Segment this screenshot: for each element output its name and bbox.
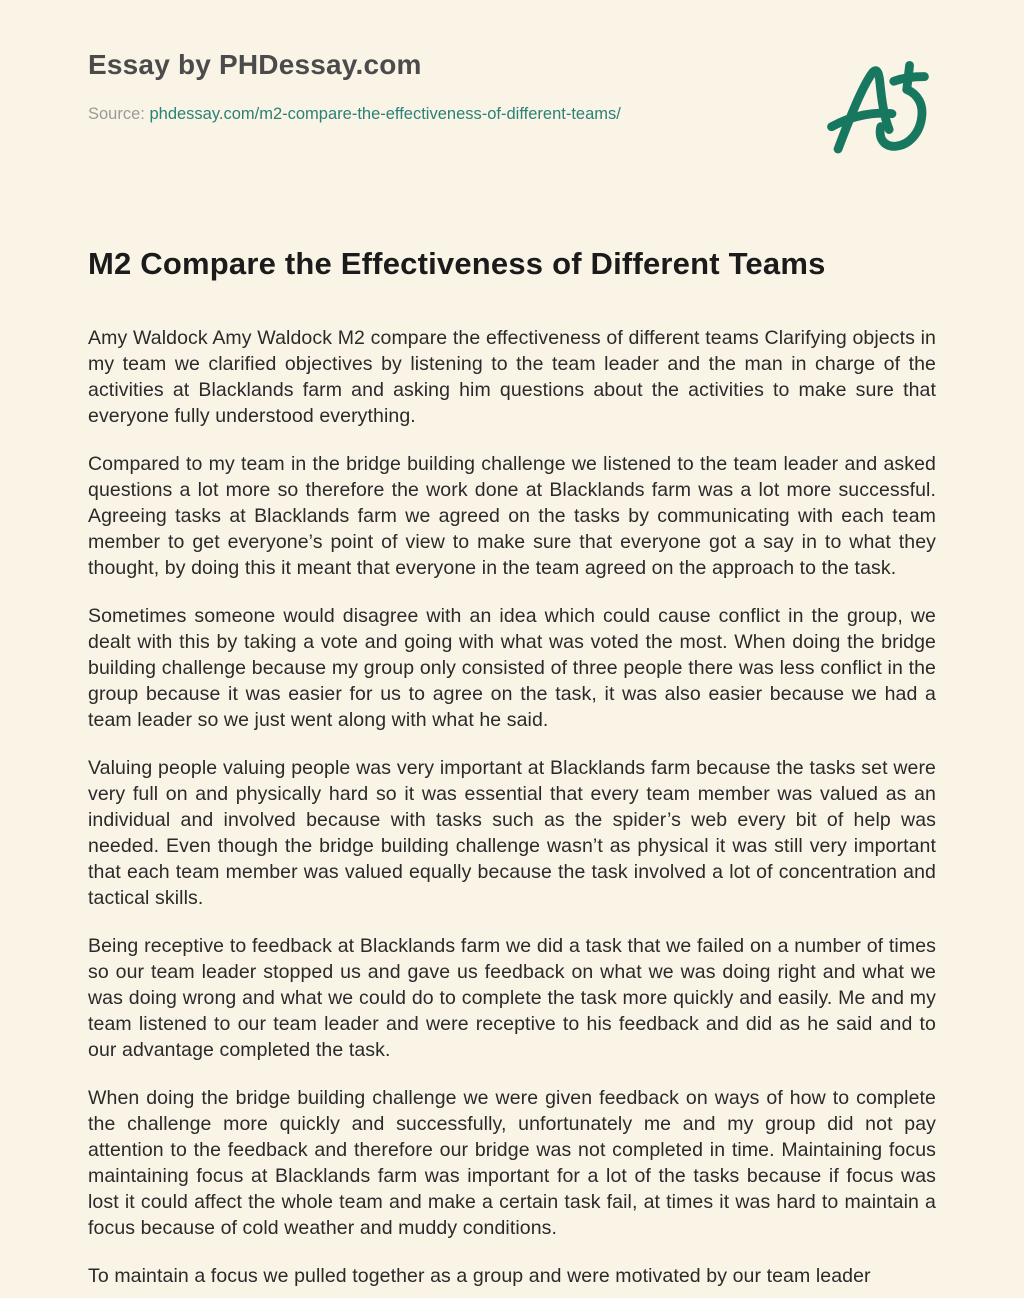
source-line xyxy=(88,105,621,124)
source-link[interactable]: phdessay.com/m2-compare-the-effectiveness-of-different-teams/ xyxy=(149,104,621,123)
essay-paragraph: Compared to my team in the bridge building challenge we listened to the team leader and asked questions a lot more so therefore the work done at Blacklands farm was a lot more successful. Agreeing tasks at Blacklands farm we agreed on the tasks by communicating with each team member to get everyone’s point of view to make sure that everyone got a say in to what they thought, by doing this it meant that everyone in the team agreed on the approach to the task. xyxy=(88,452,936,579)
page-header xyxy=(88,48,936,173)
essay-body xyxy=(88,325,936,1289)
essay-paragraph: Valuing people valuing people was very important at Blacklands farm because the tasks set were very full on and physically hard so it was essential that every team member was valued as an individual and involved because with tasks such as the spider’s web every bit of help was needed. Even though the bridge building challenge wasn’t as physical it was still very important that each team member was valued equally because the task involved a lot of concentration and tactical skills. xyxy=(88,756,936,909)
a-plus-logo-icon xyxy=(826,52,930,173)
essay-title: M2 Compare the Effectiveness of Different Teams xyxy=(88,246,826,281)
source-label: Source: xyxy=(88,104,145,123)
header-text-block xyxy=(88,48,621,124)
essay-paragraph: Sometimes someone would disagree with an idea which could cause conflict in the group, we dealt with this by taking a vote and going with what was voted the most. When doing the bridge building challenge because my group only consisted of three people there was less conflict in the group because it was easier for us to agree on the task, it was also easier because we had a team leader so we just went along with what he said. xyxy=(88,604,936,731)
essay-paragraph: To maintain a focus we pulled together as a group and were motivated by our team leader xyxy=(88,1264,871,1287)
essay-paragraph: When doing the bridge building challenge we were given feedback on ways of how to complete the challenge more quickly and successfully, unfortunately me and my group did not pay attention to the feedback and therefore our bridge was not completed in time. Maintaining focus maintaining focus at Blacklands farm was important for a lot of the tasks because if focus was lost it could affect the whole team and make a certain task fail, at times it was hard to maintain a focus because of cold weather and muddy conditions. xyxy=(88,1086,936,1239)
essay-paragraph: Amy Waldock Amy Waldock M2 compare the effectiveness of different teams Clarifying objects in my team we clarified objectives by listening to the team leader and the man in charge of the activities at Blacklands farm and asking him questions about the activities to make sure that everyone fully understood everything. xyxy=(88,326,936,427)
essay-paragraph: Being receptive to feedback at Blacklands farm we did a task that we failed on a number of times so our team leader stopped us and gave us feedback on what we was doing right and what we was doing wrong and what we could do to complete the task more quickly and easily. Me and my team listened to our team leader and were receptive to his feedback and did as he said and to our advantage completed the task. xyxy=(88,934,936,1061)
document-title: Essay by PHDessay.com xyxy=(88,49,422,80)
